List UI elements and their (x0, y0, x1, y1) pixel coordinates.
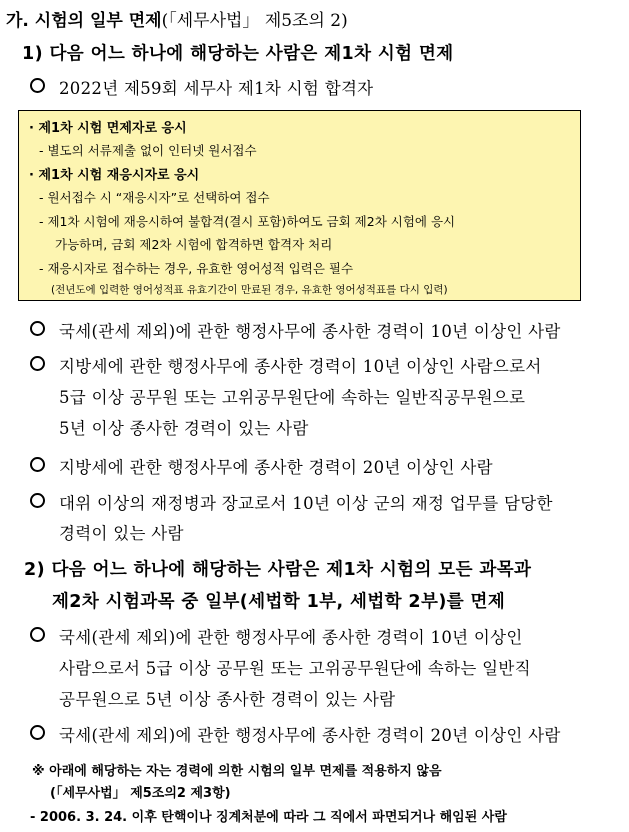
list-item-continued: 사람으로서 5급 이상 공무원 또는 고위공무원단에 속하는 일반직 (59, 659, 531, 678)
title-text: 가. 시험의 일부 면제 (6, 11, 162, 31)
circle-bullet-icon (30, 725, 45, 740)
footnote-law-reference: (「세무사법」 제5조의2 제3항) (50, 786, 231, 801)
title-law-reference: (「세무사법」 제5조의 2) (161, 11, 348, 31)
box-sub-item: - 별도의 서류제출 없이 인터넷 원서접수 (39, 143, 257, 158)
list-item (30, 624, 523, 648)
circle-bullet-icon (30, 457, 45, 472)
list-item-continued: 공무원으로 5년 이상 종사한 경력이 있는 사람 (59, 690, 396, 709)
list-item (30, 75, 373, 99)
circle-bullet-icon (30, 321, 45, 336)
list-item-text: 대위 이상의 재정병과 장교로서 10년 이상 군의 재정 업무를 담당한 (59, 494, 553, 513)
footnote-line: - 2006. 3. 24. 이후 탄핵이나 징계처분에 따라 그 직에서 파면되거나 해임된 사람 (30, 810, 507, 825)
box-sub-item: - 재응시자로 접수하는 경우, 유효한 영어성적 입력은 필수 (39, 261, 354, 276)
section2-heading-line2: 제2차 시험과목 중 일부(세법학 1부, 세법학 2부)를 면제 (52, 592, 506, 612)
list-item (30, 353, 542, 377)
box-sub-item: - 제1차 시험에 재응시하여 불합격(결시 포함)하여도 금회 제2차 시험에 응시 (39, 214, 456, 229)
circle-bullet-icon (30, 627, 45, 642)
list-item-text: 국세(관세 제외)에 관한 행정사무에 종사한 경력이 20년 이상인 사람 (59, 726, 561, 745)
section2-heading-line1: 2) 다음 어느 하나에 해당하는 사람은 제1차 시험의 모든 과목과 (24, 560, 532, 580)
box-sub-item-continued: 가능하며, 금회 제2차 시험에 합격하면 합격자 처리 (55, 237, 333, 252)
box-note: (전년도에 입력한 영어성적표 유효기간이 만료된 경우, 유효한 영어성적표를 다시 입력) (51, 284, 448, 296)
list-item (30, 318, 561, 342)
circle-bullet-icon (30, 78, 45, 93)
list-item-text: 지방세에 관한 행정사무에 종사한 경력이 20년 이상인 사람 (59, 458, 493, 477)
list-item (30, 490, 553, 514)
circle-bullet-icon (30, 356, 45, 371)
list-item-continued: 경력이 있는 사람 (59, 524, 184, 543)
list-item-text: 2022년 제59회 세무사 제1차 시험 합격자 (59, 79, 374, 98)
box-heading-retake: · 제1차 시험 재응시자로 응시 (29, 168, 200, 183)
list-item-text: 국세(관세 제외)에 관한 행정사무에 종사한 경력이 10년 이상인 (59, 628, 523, 647)
list-item (30, 722, 561, 746)
info-box (18, 110, 581, 301)
list-item (30, 454, 493, 478)
box-sub-item: - 원서접수 시 “재응시자”로 선택하여 접수 (39, 190, 270, 205)
list-item-text: 지방세에 관한 행정사무에 종사한 경력이 10년 이상인 사람으로서 (59, 357, 542, 376)
section-title (6, 6, 348, 31)
list-item-continued: 5급 이상 공무원 또는 고위공무원단에 속하는 일반직공무원으로 (59, 388, 526, 407)
circle-bullet-icon (30, 493, 45, 508)
box-heading-exempt: · 제1차 시험 면제자로 응시 (29, 121, 187, 136)
section1-heading: 1) 다음 어느 하나에 해당하는 사람은 제1차 시험 면제 (22, 44, 454, 64)
list-item-continued: 5년 이상 종사한 경력이 있는 사람 (59, 419, 309, 438)
list-item-text: 국세(관세 제외)에 관한 행정사무에 종사한 경력이 10년 이상인 사람 (59, 322, 561, 341)
footnote-line: ※ 아래에 해당하는 자는 경력에 의한 시험의 일부 면제를 적용하지 않음 (32, 764, 442, 779)
